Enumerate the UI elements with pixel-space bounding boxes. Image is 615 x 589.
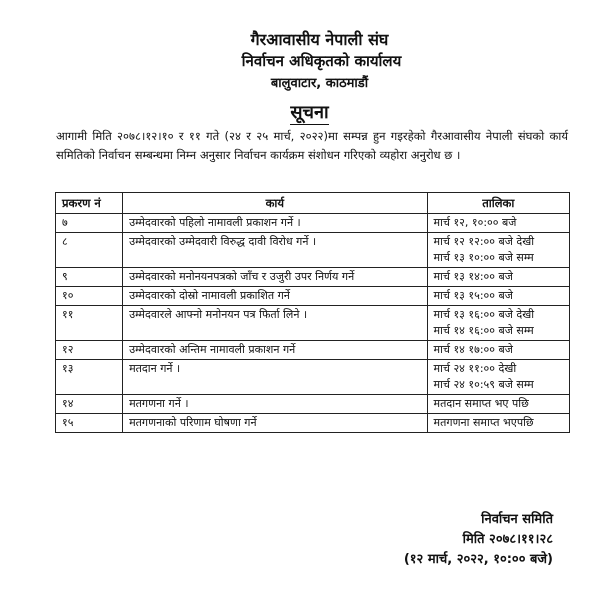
schedule-line: मार्च १४ १६:०० बजे सम्म (433, 324, 534, 337)
table-row (56, 214, 570, 233)
row-schedule (427, 414, 569, 433)
header-number: प्रकरण नं (56, 193, 123, 214)
row-schedule (427, 360, 569, 395)
row-schedule (427, 268, 569, 287)
schedule-line: मार्च २४ ११:०० देखी (433, 362, 517, 375)
table-row (56, 395, 570, 414)
row-schedule (427, 214, 569, 233)
office-name: निर्वाचन अधिकृतको कार्यालय (241, 52, 402, 70)
row-schedule (427, 341, 569, 360)
table-row (56, 414, 570, 433)
row-task: उम्मेदवारको पहिलो नामावली प्रकाशन गर्ने । (123, 214, 427, 233)
schedule-line: मार्च १२, १०:०० बजे (433, 216, 517, 229)
schedule-line: मार्च १२ १२:०० बजे देखी (433, 235, 535, 248)
schedule-line: मार्च १३ १५:०० बजे (433, 289, 513, 302)
row-schedule (427, 306, 569, 341)
notice-title (2, 100, 615, 124)
row-number: ११ (56, 306, 123, 341)
schedule-line: मतगणना समाप्त भएपछि (433, 416, 534, 429)
row-number: १५ (56, 414, 123, 433)
row-task: उम्मेदवारले आफ्नो मनोनयन पत्र फिर्ता लिने । (123, 306, 427, 341)
row-number: ७ (56, 214, 123, 233)
row-schedule (427, 233, 569, 268)
schedule-line: मार्च १४ १७:०० बजे (433, 343, 513, 356)
signature-block (404, 510, 553, 570)
row-task: उम्मेदवारको अन्तिम नामावली प्रकाशन गर्ने (123, 341, 427, 360)
row-number: १० (56, 287, 123, 306)
row-task: उम्मेदवारको उम्मेदवारी विरुद्ध दावी विरोध गर्ने । (123, 233, 427, 268)
row-schedule (427, 395, 569, 414)
row-number: १४ (56, 395, 123, 414)
header-task: कार्य (123, 193, 427, 214)
schedule-line: मार्च १३ १४:०० बजे (433, 270, 513, 283)
notice-intro: आगामी मिति २०७८।१२।१० र ११ गते (२४ र २५ मार्च, २०२२)मा सम्पन्न हुन गइरहेको गैरआवासीय नेपाली संघको कार्य समितिको निर्वाचन सम्बन्धमा निम्न अनुसार निर्वाचन कार्यक्रम संशोधन गरिएको व्यहोरा अनुरोध छ । (56, 129, 568, 162)
schedule-line: मार्च २४ १०:५९ बजे सम्म (433, 378, 534, 391)
signed-date-en: (१२ मार्च, २०२२, १०:०० बजे) (403, 552, 553, 567)
schedule-line: मार्च १३ १०:०० बजे सम्म (433, 251, 534, 264)
office-address: बालुवाटार, काठमाडौं (270, 76, 369, 91)
schedule-table (55, 192, 570, 433)
schedule-line: मार्च १३ १६:०० बजे देखी (433, 308, 535, 321)
table-row (56, 233, 570, 268)
row-task: मतगणना गर्ने । (123, 395, 427, 414)
row-task: मतगणनाको परिणाम घोषणा गर्ने (123, 414, 427, 433)
row-number: ९ (56, 268, 123, 287)
row-schedule (427, 287, 569, 306)
table-row (56, 287, 570, 306)
schedule-line: मतदान समाप्त भए पछि (433, 397, 529, 410)
row-number: ८ (56, 233, 123, 268)
committee-name: निर्वाचन समिति (481, 512, 553, 527)
table-header-row (56, 193, 570, 214)
table-row (56, 360, 570, 395)
header-schedule: तालिका (427, 193, 569, 214)
row-number: १३ (56, 360, 123, 395)
notice-title-text: सूचना (290, 102, 329, 123)
signed-date-np: मिति २०७८।११।२८ (462, 532, 553, 547)
table-row (56, 341, 570, 360)
row-task: उम्मेदवारको दोस्रो नामावली प्रकाशित गर्ने (123, 287, 427, 306)
row-task: उम्मेदवारको मनोनयनपत्रको जाँच र उजुरी उपर निर्णय गर्ने (123, 268, 427, 287)
table-row (56, 268, 570, 287)
row-task: मतदान गर्ने । (123, 360, 427, 395)
table-row (56, 306, 570, 341)
organization-name: गैरआवासीय नेपाली संघ (250, 30, 389, 49)
row-number: १२ (56, 341, 123, 360)
